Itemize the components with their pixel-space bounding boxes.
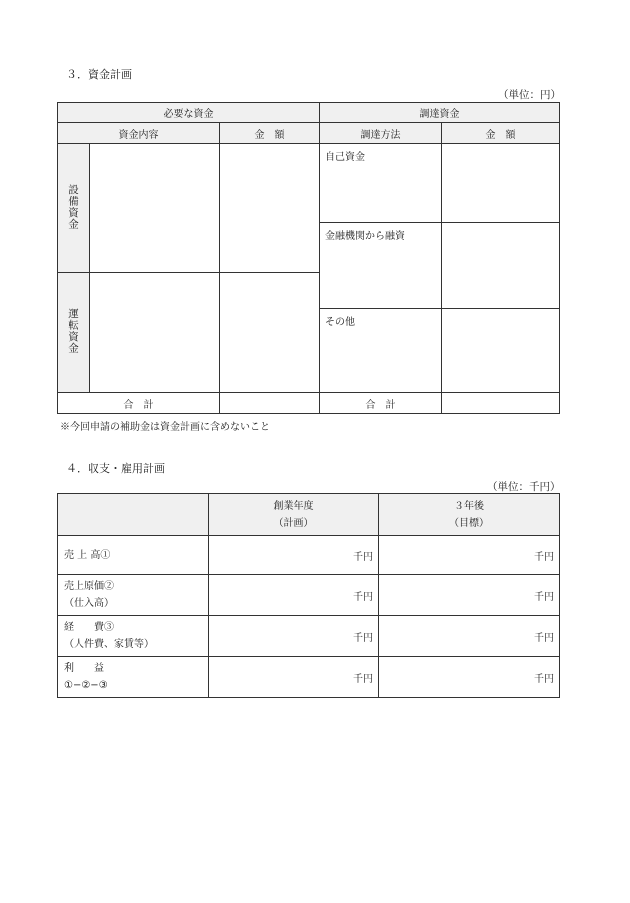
method-other: その他 <box>320 309 442 393</box>
table-row <box>58 575 560 616</box>
table-row <box>58 536 560 575</box>
subsidy-note: ※今回申請の補助金は資金計画に含めないこと <box>60 422 270 433</box>
header-blank-cell <box>58 494 209 536</box>
table-row <box>58 616 560 657</box>
facility-amount-cell[interactable] <box>220 144 320 273</box>
cost-target-cell[interactable]: 千円 <box>379 575 560 616</box>
row-label-cost-of-sales: 売上原価② （仕入高） <box>58 575 209 616</box>
total-right-amount-cell[interactable] <box>442 393 560 414</box>
own-funds-amount-cell[interactable] <box>442 144 560 223</box>
income-employment-table <box>57 493 560 698</box>
col-amount-right: 金 額 <box>442 123 560 144</box>
expenses-target-cell[interactable]: 千円 <box>379 616 560 657</box>
expenses-plan-cell[interactable]: 千円 <box>209 616 379 657</box>
total-right-label: 合 計 <box>320 393 442 414</box>
col-founding-year: 創業年度 （計画） <box>209 494 379 536</box>
col-amount-left: 金 額 <box>220 123 320 144</box>
sales-target-cell[interactable]: 千円 <box>379 536 560 575</box>
profit-plan-cell[interactable]: 千円 <box>209 657 379 698</box>
facility-funds-label: 設備資金 <box>58 144 90 273</box>
col-three-years-later: ３年後 （目標） <box>379 494 560 536</box>
operating-funds-label: 運転資金 <box>58 273 90 393</box>
method-bank-loan: 金融機関から融資 <box>320 223 442 309</box>
col-fund-content: 資金内容 <box>58 123 220 144</box>
cost-plan-cell[interactable]: 千円 <box>209 575 379 616</box>
total-left-amount-cell[interactable] <box>220 393 320 414</box>
sales-plan-cell[interactable]: 千円 <box>209 536 379 575</box>
section4-title: ４．収支・雇用計画 <box>66 462 165 475</box>
col-procure-method: 調達方法 <box>320 123 442 144</box>
profit-target-cell[interactable]: 千円 <box>379 657 560 698</box>
section3-title: ３．資金計画 <box>66 68 132 81</box>
procured-funds-header: 調達資金 <box>320 103 560 123</box>
facility-content-cell[interactable] <box>90 144 220 273</box>
other-amount-cell[interactable] <box>442 309 560 393</box>
operating-content-cell[interactable] <box>90 273 220 393</box>
row-label-profit: 利 益 ①−②−③ <box>58 657 209 698</box>
needed-funds-header: 必要な資金 <box>58 103 320 123</box>
bank-loan-amount-cell[interactable] <box>442 223 560 309</box>
total-left-label: 合 計 <box>58 393 220 414</box>
method-own-funds: 自己資金 <box>320 144 442 223</box>
funding-plan-table <box>57 102 560 414</box>
row-label-expenses: 経 費③ （人件費、家賃等） <box>58 616 209 657</box>
operating-amount-cell[interactable] <box>220 273 320 393</box>
row-label-sales: 売 上 高① <box>58 536 209 575</box>
section3-unit: （単位：円） <box>498 89 561 101</box>
section4-unit: （単位：千円） <box>487 481 561 493</box>
table-row <box>58 657 560 698</box>
